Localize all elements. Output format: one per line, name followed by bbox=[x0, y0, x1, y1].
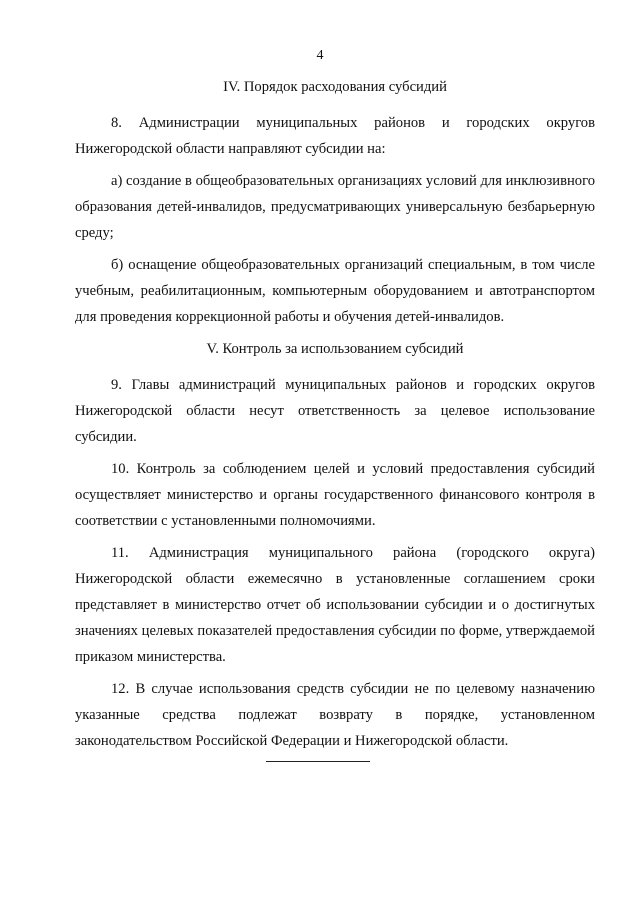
paragraph-10: 10. Контроль за соблюдением целей и условий предоставления субсидий осуществляет министерство и органы государственного финансового контроля в соответствии с установленными полномочиями. bbox=[75, 461, 595, 529]
section-heading-v: V. Контроль за использованием субсидий bbox=[206, 341, 464, 357]
document-body bbox=[75, 74, 595, 760]
paragraph-9: 9. Главы администраций муниципальных районов и городских округов Нижегородской области несут ответственность за целевое использование субсидии. bbox=[75, 377, 595, 445]
paragraph-11: 11. Администрация муниципального района (городского округа) Нижегородской области ежемесячно в установленные соглашением сроки представляет в министерство отчет об использовании субсидии и о достигнутых значениях целевых показателей предоставления субсидии по форме, утверждаемой приказом министерства. bbox=[75, 545, 595, 665]
end-divider bbox=[266, 761, 370, 762]
section-heading-iv: IV. Порядок расходования субсидий bbox=[223, 79, 447, 95]
page-number: 4 bbox=[316, 48, 324, 63]
paragraph-8: 8. Администрации муниципальных районов и городских округов Нижегородской области направляют субсидии на: bbox=[75, 115, 595, 157]
paragraph-8b: б) оснащение общеобразовательных организаций специальным, в том числе учебным, реабилитационным, компьютерным оборудованием и автотранспортом для проведения коррекционной работы и обучения детей-инвалидов. bbox=[75, 257, 595, 325]
paragraph-8a: а) создание в общеобразовательных организациях условий для инклюзивного образования детей-инвалидов, предусматривающих универсальную безбарьерную среду; bbox=[75, 173, 595, 241]
paragraph-12: 12. В случае использования средств субсидии не по целевому назначению указанные средства подлежат возврату в порядке, установленном законодательством Российской Федерации и Нижегородской области. bbox=[75, 681, 595, 749]
